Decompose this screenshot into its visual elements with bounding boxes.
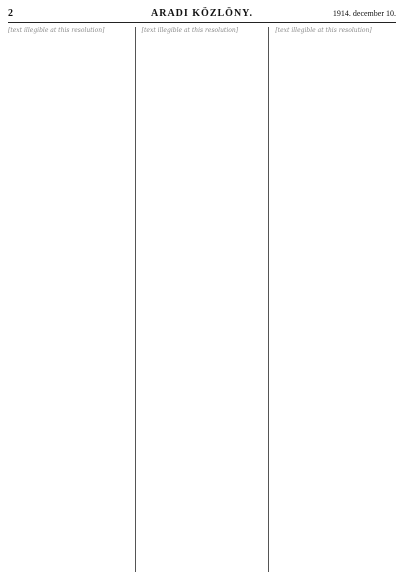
masthead-title: ARADI KÖZLÖNY.	[151, 7, 253, 19]
issue-date: 1914. december 10.	[332, 8, 396, 18]
header-rule	[8, 22, 396, 23]
page-header	[8, 6, 396, 20]
column-3	[268, 27, 396, 572]
text-columns	[8, 27, 396, 572]
column-2	[135, 27, 263, 572]
column-1-note: [text illegible at this resolution]	[8, 27, 105, 34]
column-1	[8, 27, 129, 572]
page-number: 2	[8, 7, 13, 19]
column-3-note: [text illegible at this resolution]	[275, 27, 372, 34]
column-2-note: [text illegible at this resolution]	[141, 27, 239, 34]
